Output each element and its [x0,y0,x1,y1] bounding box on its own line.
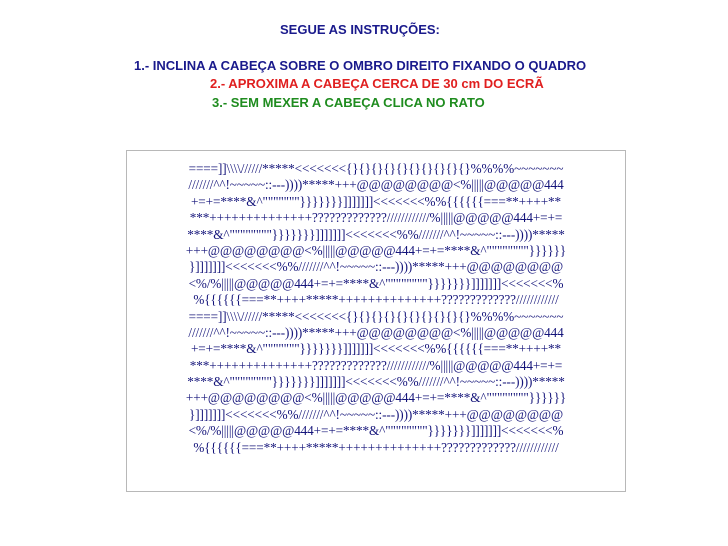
pattern-line: +=+=****&^"""""""}}}}}}}]]]]]]]<<<<<<<%%{{{{{{===**++++** [190,341,562,357]
pattern-line: ====]]\\\\//////*****<<<<<<<{}{}{}{}{}{}{}{}{}{}%%%%~~~~~~~ [188,308,564,324]
pattern-line: %{{{{{{===**++++*****++++++++++++++?????????????//////////// [193,292,559,308]
pattern-line: <%/%|||||@@@@@444+=+=****&^""""""""}}}}}}}]]]]]]]<<<<<<<% [188,275,564,291]
pattern-line: ****&^""""""""}}}}}}}]]]]]]]<<<<<<<%%///////^^!~~~~~::---))))***** [187,226,565,242]
ascii-pattern-lines [127,161,625,456]
instruction-step-3: 3.- SEM MEXER A CABEÇA CLICA NO RATO [212,95,485,110]
ascii-pattern-box[interactable] [126,150,626,492]
pattern-line: }]]]]]]]<<<<<<<%%///////^^!~~~~~::---))))*****+++@@@@@@@@ [189,259,563,275]
pattern-line: ****&^""""""""}}}}}}}]]]]]]]<<<<<<<%%///////^^!~~~~~::---))))***** [187,374,565,390]
instruction-step-2: 2.- APROXIMA A CABEÇA CERCA DE 30 cm DO ECRÃ [210,76,544,91]
pattern-line: +++@@@@@@@@<%|||||@@@@@444+=+=****&^""""""""}}}}}} [185,242,567,258]
pattern-line: %{{{{{{===**++++*****++++++++++++++?????????????//////////// [193,439,559,455]
pattern-line: ***++++++++++++++?????????????////////////%|||||@@@@@444+=+= [189,210,563,226]
instructions-title: SEGUE AS INSTRUÇÕES: [280,22,440,37]
instruction-step-1: 1.- INCLINA A CABEÇA SOBRE O OMBRO DIREITO FIXANDO O QUADRO [134,58,587,73]
pattern-line: +=+=****&^"""""""}}}}}}}]]]]]]]<<<<<<<%%{{{{{{===**++++** [190,193,562,209]
pattern-line: ====]]\\\\//////*****<<<<<<<{}{}{}{}{}{}{}{}{}{}%%%%~~~~~~~ [188,161,564,176]
pattern-line: +++@@@@@@@@<%|||||@@@@@444+=+=****&^""""""""}}}}}} [185,390,567,406]
pattern-line: ***++++++++++++++?????????????////////////%|||||@@@@@444+=+= [189,357,563,373]
pattern-line: ///////^^!~~~~~::---))))*****+++@@@@@@@@<%|||||@@@@@444 [188,324,564,340]
pattern-line: ///////^^!~~~~~::---))))*****+++@@@@@@@@<%|||||@@@@@444 [188,177,564,193]
pattern-line: }]]]]]]]<<<<<<<%%///////^^!~~~~~::---))))*****+++@@@@@@@@ [189,406,563,422]
pattern-line: <%/%|||||@@@@@444+=+=****&^""""""""}}}}}}}]]]]]]]<<<<<<<% [188,423,564,439]
